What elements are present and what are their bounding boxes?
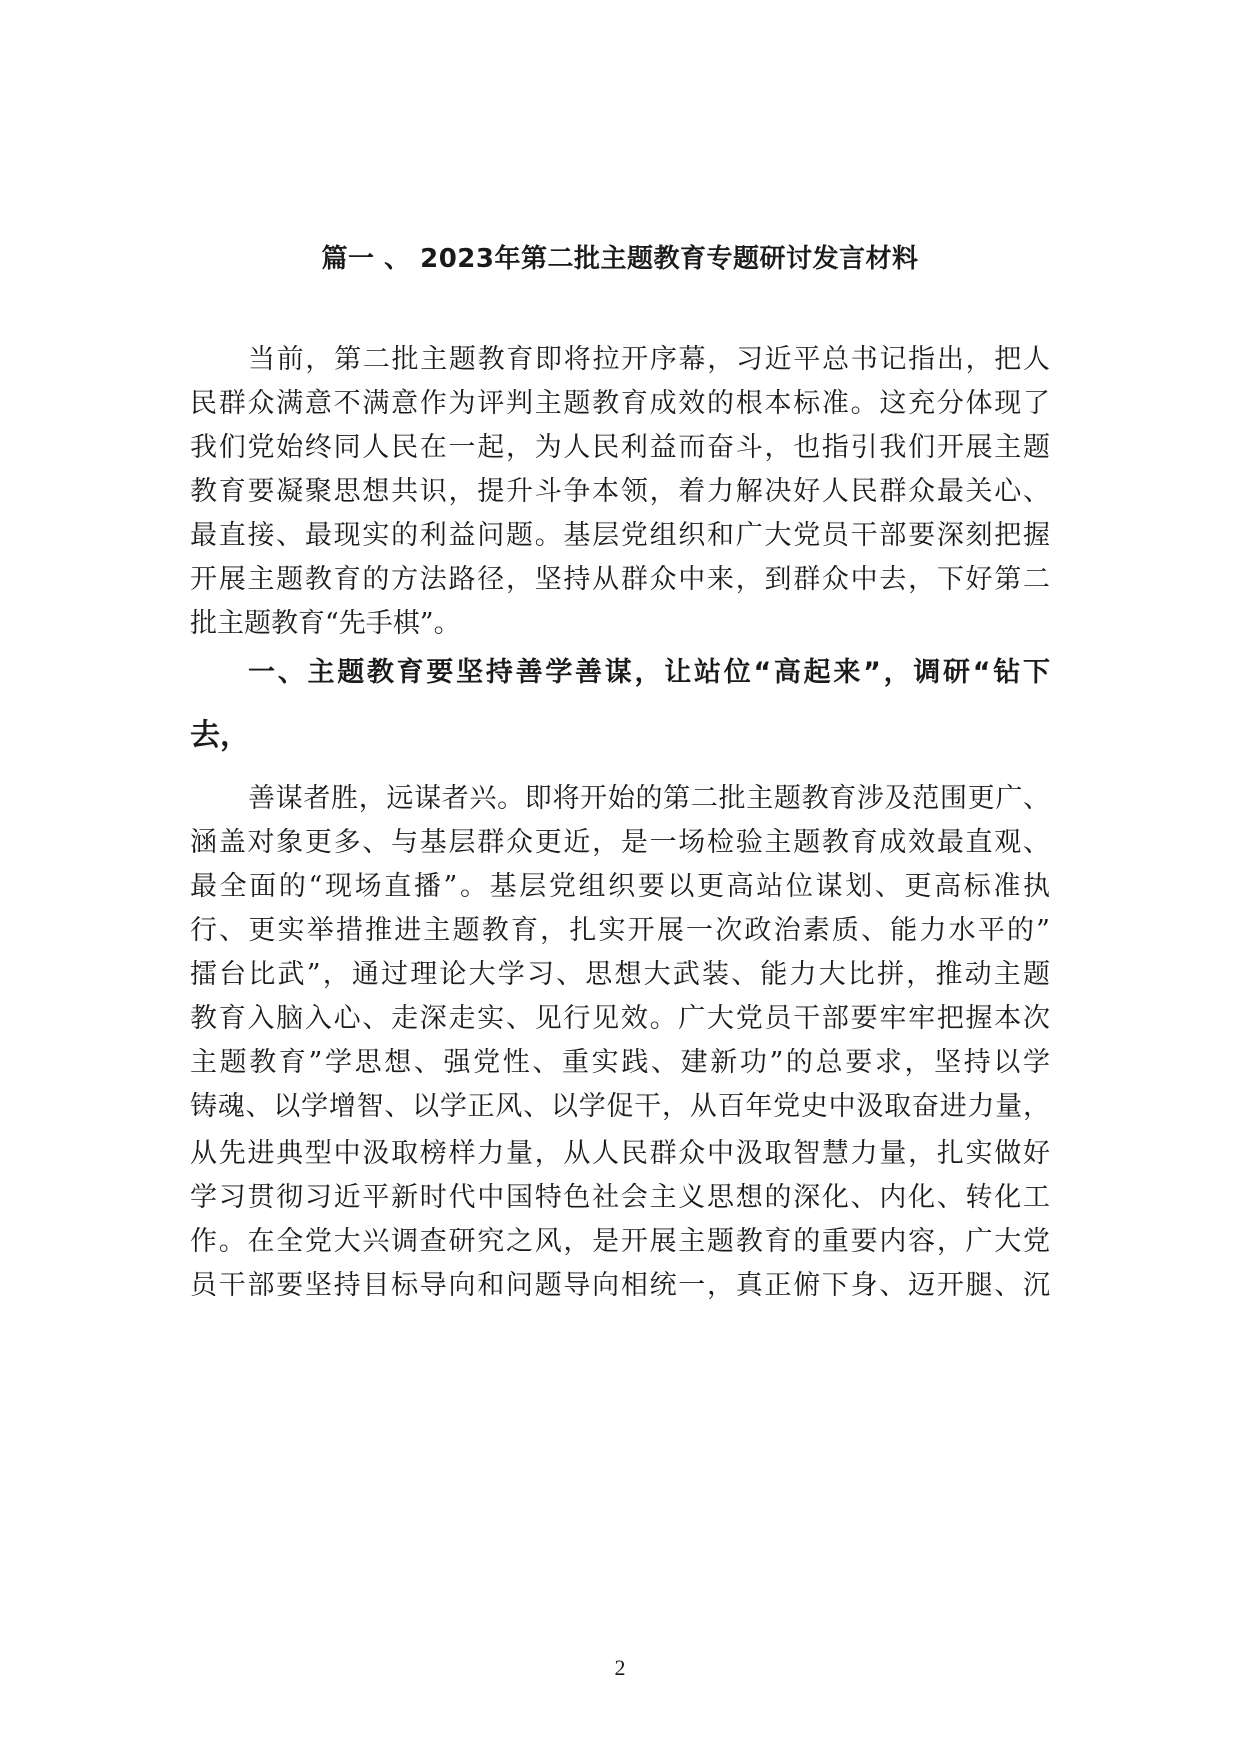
section-heading-1: 一、主题教育要坚持善学善谋，让站位“高起来”，调研“钻下 [248, 657, 1050, 688]
paragraph-2-line: 行、更实举措推进主题教育，扎实开展一次政治素质、能力水平的” [190, 915, 1050, 946]
paragraph-2-line: 教育入脑入心、走深走实、见行见效。广大党员干部要牢牢把握本次 [190, 1003, 1050, 1034]
paragraph-1-line: 当前，第二批主题教育即将拉开序幕，习近平总书记指出，把人 [248, 344, 1050, 375]
paragraph-2-line: 善谋者胜，远谋者兴。即将开始的第二批主题教育涉及范围更广、 [248, 783, 1050, 814]
paragraph-1-line: 民群众满意不满意作为评判主题教育成效的根本标准。这充分体现了 [190, 388, 1050, 419]
paragraph-1-line: 我们党始终同人民在一起，为人民利益而奋斗，也指引我们开展主题 [190, 432, 1050, 463]
paragraph-2-line: 擂台比武”，通过理论大学习、思想大武装、能力大比拼，推动主题 [190, 959, 1050, 990]
paragraph-2-line: 员干部要坚持目标导向和问题导向相统一，真正俯下身、迈开腿、沉 [190, 1270, 1050, 1301]
paragraph-1-line: 最直接、最现实的利益问题。基层党组织和广大党员干部要深刻把握 [190, 520, 1050, 551]
paragraph-1-line: 开展主题教育的方法路径，坚持从群众中来，到群众中去，下好第二 [190, 564, 1050, 595]
paragraph-2-line: 从先进典型中汲取榜样力量，从人民群众中汲取智慧力量，扎实做好 [190, 1138, 1050, 1169]
paragraph-2-line: 学习贯彻习近平新时代中国特色社会主义思想的深化、内化、转化工 [190, 1182, 1050, 1213]
section-heading-1-continued: 去， [190, 718, 250, 753]
document-title: 篇一 、 2023年第二批主题教育专题研讨发言材料 [321, 244, 919, 274]
paragraph-1-line: 教育要凝聚思想共识，提升斗争本领，着力解决好人民群众最关心、 [190, 476, 1050, 507]
paragraph-2-line: 最全面的“现场直播”。基层党组织要以更高站位谋划、更高标准执 [190, 871, 1050, 902]
paragraph-2-line: 主题教育”学思想、强党性、重实践、建新功”的总要求，坚持以学 [190, 1047, 1050, 1078]
paragraph-2-line: 铸魂、以学增智、以学正风、以学促干，从百年党史中汲取奋进力量， [190, 1091, 1050, 1122]
paragraph-2-line: 涵盖对象更多、与基层群众更近，是一场检验主题教育成效最直观、 [190, 827, 1050, 858]
paragraph-1-line: 批主题教育“先手棋”。 [190, 608, 461, 639]
paragraph-2-line: 作。在全党大兴调查研究之风，是开展主题教育的重要内容，广大党 [190, 1226, 1050, 1257]
page-number: 2 [614, 1655, 626, 1680]
